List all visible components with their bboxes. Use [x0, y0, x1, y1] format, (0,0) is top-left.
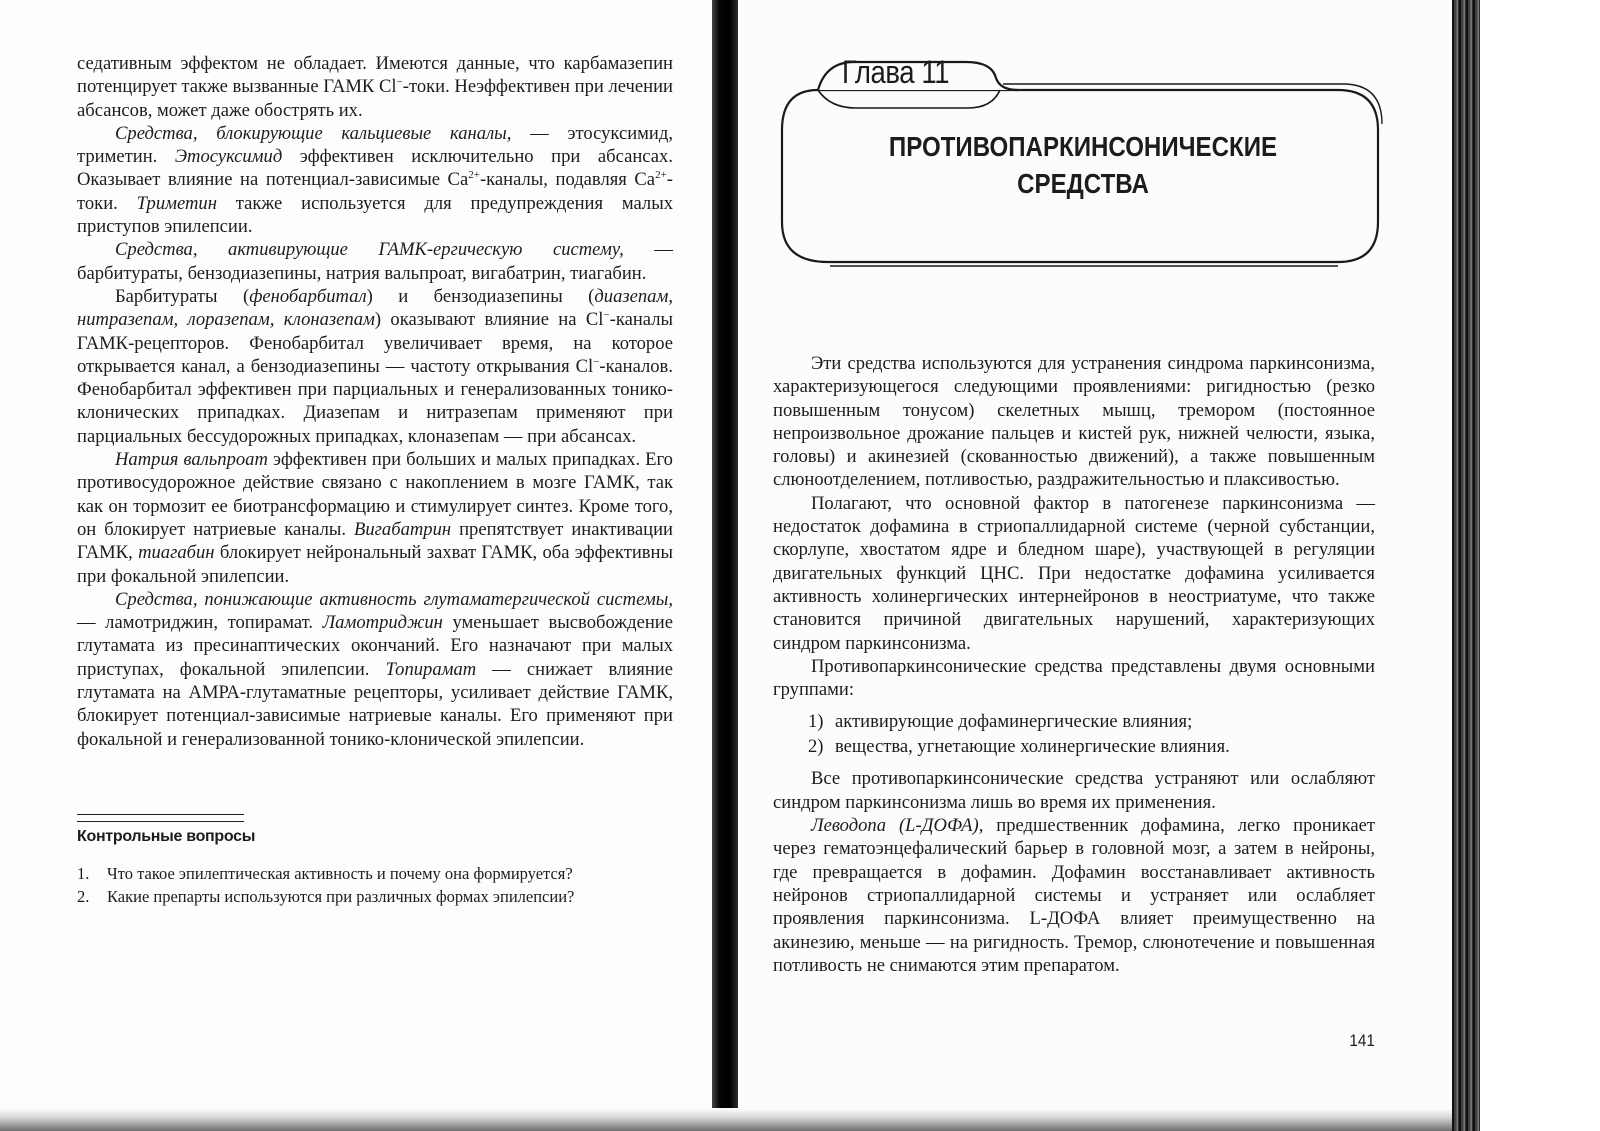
paragraph-text: — барбитураты, бензодиазепины, натрия вальпроат, вигабатрин, тиагабин.: [77, 239, 673, 284]
body-paragraph: [773, 767, 1375, 814]
page-number: 141: [1349, 1031, 1375, 1050]
group-item: [773, 734, 1375, 759]
paragraph-text: -каналы ГАМК-рецепторов. Фенобарбитал увеличивает время, на которое открывается канал, а бензодиазепины — частоту открывания Cl: [77, 309, 673, 377]
emphasized-text: тиагабин: [138, 542, 215, 564]
emphasized-text: Средства, блокирующие кальциевые каналы,: [115, 122, 512, 144]
page-stack-edge: [1452, 0, 1480, 1131]
question-item: [77, 885, 697, 908]
paragraph-text: Эти средства используются для устранения синдрома паркинсонизма, характеризующегося следующими проявлениями: ригидностью (резко повышенным тонусом) скелетных мышц, тремором (постоянное непроизвольное дрожание пальцев и кистей рук, нижней челюсти, языка, головы) и акинезией (скованностью движений), а также повышенным слюноотделением, потливостью, раздражительностью и плаксивостью.: [773, 353, 1375, 491]
paragraph-text: препятствует инактивации ГАМК,: [77, 518, 674, 564]
questions-heading: Контрольные вопросы: [77, 828, 256, 845]
question-number: 1.: [77, 864, 90, 883]
body-paragraph: [77, 122, 673, 238]
paragraph-text: ) и бензодиазепины (: [366, 285, 595, 307]
group-text: активирующие дофаминергические влияния;: [835, 711, 1193, 733]
chapter-label: Глава 11: [842, 54, 950, 90]
emphasized-text: Ламотриджин: [322, 612, 443, 634]
questions-divider: [77, 814, 244, 822]
page-bottom-shadow: [0, 1108, 1480, 1131]
paragraph-text: уменьшает высвобождение глутамата из пресинаптических окончаний. Его назначают при малых приступах, фокальной эпилепсии.: [77, 612, 674, 680]
paragraph-text: также используется для предупреждения малых приступов эпилепсии.: [77, 192, 673, 238]
emphasized-text: Леводопа (L-ДОФА),: [811, 815, 984, 837]
emphasized-text: Натрия вальпроат: [115, 449, 268, 471]
paragraph-text: — этосуксимид, триметин.: [77, 122, 673, 168]
paragraph-text: -каналов. Фенобарбитал эффективен при парциальных и генерализованных тонико-клонических припадках. Диазепам и нитразепам применяют при парциальных бессудорожных припадках, клоназепам — при абсансах.: [77, 355, 673, 447]
emphasized-text: Средства, понижающие активность глутаматергической системы,: [115, 588, 673, 610]
group-text: вещества, угнетающие холинергические влияния.: [835, 736, 1230, 758]
chapter-title: [829, 128, 1336, 202]
groups-list: [773, 709, 1375, 759]
body-paragraph: [773, 655, 1375, 702]
emphasized-text: фенобарбитал: [249, 285, 367, 307]
paragraph-text: Все противопаркинсонические средства устраняют или ослабляют синдром паркинсонизма лишь во время их применения.: [773, 768, 1375, 813]
paragraph-text: — снижает влияние глутамата на АМРА-глутаматные рецепторы, усиливает действие ГАМК, блокирует потенциал-зависимые натриевые каналы. Его применяют при фокальной и генерализованной тонико-клонической эпилепсии.: [77, 658, 673, 750]
paragraph-text: ) оказывают влияние на Cl: [374, 309, 604, 331]
superscript-text: −: [396, 76, 403, 89]
paragraph-text: Барбитураты (: [115, 285, 250, 307]
paragraph-text: Полагают, что основной фактор в патогенезе паркинсонизма — недостаток дофамина в стриопаллидарной системе (черной субстанции, скорлупе, хвостатом ядре и бледном шаре), участвующей в регуляции двигательных функций ЦНС. При недостатке дофамина усиливается активность холинергических интернейронов в неостриатуме, что также становится причиной двигательных нарушений, характеризующих синдром паркинсонизма.: [773, 492, 1375, 654]
superscript-text: −: [593, 355, 600, 368]
levodopa-paragraphs: [773, 767, 1375, 977]
chapter-title-line: ПРОТИВОПАРКИНСОНИЧЕСКИЕ: [888, 131, 1278, 162]
left-page-body: [77, 52, 673, 751]
body-paragraph: [773, 492, 1375, 655]
emphasized-text: Этосуксимид: [174, 146, 283, 168]
questions-list: [77, 862, 697, 908]
chapter-title-line: СРЕДСТВА: [1017, 168, 1149, 199]
group-number: 1): [808, 711, 824, 733]
superscript-text: 2+: [468, 169, 480, 182]
paragraph-text: Противопаркинсонические средства представлены двумя основными группами:: [773, 655, 1375, 701]
superscript-text: 2+: [655, 169, 667, 182]
body-paragraph: [77, 588, 673, 751]
paragraph-text: -токи. Неэффективен при лечении абсансов, может даже обострять их.: [77, 76, 673, 121]
emphasized-text: диазепам, нитразепам, лоразепам, клоназепам: [77, 285, 673, 331]
paragraph-text: -токи.: [77, 169, 673, 214]
paragraph-text: предшественник дофамина, легко проникает через гематоэнцефалический барьер в головной мозг, а затем в нейроны, где превращается в дофамин. Дофамин восстанавливает активность нейронов стриопаллидарной системы и устраняет или ослабляет проявления паркинсонизма. L-ДОФА влияет преимущественно на акинезию, меньше — на ригидность. Тремор, слюнотечение и повышенная потливость не снимаются этим препаратом.: [773, 815, 1375, 976]
paragraph-text: эффективен при больших и малых припадках. Его противосудорожное действие связано с накоплением в мозге ГАМК, так как он тормозит ее биотрансформацию и стимулирует синтез. Кроме того, он блокирует натриевые каналы.: [77, 449, 673, 540]
body-paragraph: [77, 448, 673, 588]
right-page-body: [773, 352, 1375, 977]
emphasized-text: Топирамат: [385, 658, 477, 680]
emphasized-text: Средства, активирующие ГАМК-ергическую систему,: [115, 239, 624, 261]
body-paragraph: [773, 814, 1375, 977]
emphasized-text: Вигабатрин: [354, 518, 452, 540]
emphasized-text: Триметин: [136, 192, 217, 214]
paragraph-text: седативным эффектом не обладает. Имеются данные, что карбамазепин потенцирует также вызванные ГАМК Cl: [77, 53, 673, 98]
group-item: [773, 709, 1375, 734]
question-number: 2.: [77, 887, 90, 906]
body-paragraph: [77, 285, 673, 448]
question-item: [77, 862, 697, 885]
body-paragraph: [77, 52, 673, 122]
left-page: [0, 0, 720, 1131]
paragraph-text: -каналы, подавляя Ca: [479, 169, 656, 191]
paragraph-text: — ламотриджин, топирамат.: [77, 612, 323, 634]
question-text: Какие препарты используются при различных формах эпилепсии?: [107, 887, 575, 906]
body-paragraph: [773, 352, 1375, 492]
scan-background: [1480, 0, 1600, 1131]
body-paragraph: [77, 238, 673, 285]
question-text: Что такое эпилептическая активность и почему она формируется?: [107, 864, 573, 883]
superscript-text: −: [603, 309, 610, 322]
group-number: 2): [808, 736, 824, 758]
paragraph-text: блокирует нейрональный захват ГАМК, оба эффективны при фокальной эпилепсии.: [77, 542, 673, 587]
paragraph-text: эффективен исключительно при абсансах. Оказывает влияние на потенциал-зависимые Ca: [77, 146, 673, 191]
intro-paragraphs: [773, 352, 1375, 701]
